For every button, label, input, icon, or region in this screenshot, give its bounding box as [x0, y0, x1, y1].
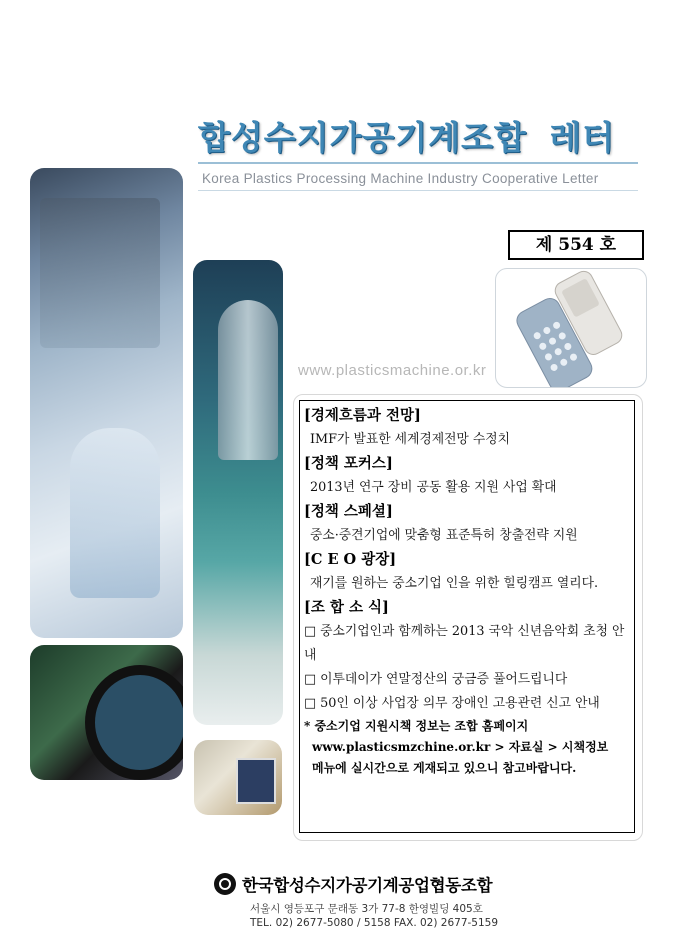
- toc-category: [경제흐름과 전망]: [304, 407, 421, 424]
- title-main: 합성수지가공기계조합: [198, 118, 527, 157]
- machine-photo-large: [30, 168, 183, 638]
- union-logo-icon: [214, 873, 236, 895]
- toc-item: □ 중소기업인과 함께하는 2013 국악 신년음악회 초청 안내: [304, 624, 625, 663]
- title-suffix: 레터: [549, 118, 616, 157]
- website-url: www.plasticsmachine.or.kr: [298, 362, 487, 379]
- toc-category: [C E O 광장]: [304, 551, 397, 568]
- issue-number: 제 554 호: [508, 230, 644, 260]
- notice-line: www.plasticsmzchine.or.kr > 자료실 > 시책정보: [312, 740, 609, 754]
- organization-address: 서울시 영등포구 문래동 3가 77-8 한영빌딩 405호: [250, 903, 483, 915]
- title-divider: [198, 162, 638, 164]
- organization-contact: TEL. 02) 2677-5080 / 5158 FAX. 02) 2677-5159: [250, 917, 499, 929]
- notice-line: * 중소기업 지원시책 정보는 조합 홈페이지: [304, 719, 529, 733]
- toc-item: 중소·중견기업에 맞춤형 표준특허 창출전략 지원: [310, 528, 578, 543]
- toc-item: 재기를 원하는 중소기업 인을 위한 힐링캠프 열리다.: [310, 576, 599, 591]
- toc-item: □ 50인 이상 사업장 의무 장애인 고용관련 신고 안내: [304, 696, 600, 711]
- machine-photo-tall: [193, 260, 283, 725]
- phone-case-icon: [496, 269, 646, 387]
- pipe-photo: [30, 645, 183, 780]
- table-of-contents: [299, 400, 635, 833]
- control-panel-photo: [194, 740, 282, 815]
- newsletter-title: [198, 112, 615, 159]
- toc-item: IMF가 발표한 세계경제전망 수정치: [310, 432, 510, 447]
- organization-name: 한국합성수지가공기계공업협동조합: [242, 876, 493, 895]
- toc-category: [정책 스페셜]: [304, 503, 393, 520]
- toc-item: 2013년 연구 장비 공동 활용 지원 사업 확대: [310, 480, 557, 495]
- toc-category: [정책 포커스]: [304, 455, 393, 472]
- toc-category: [조 합 소 식]: [304, 599, 389, 616]
- product-photo: [495, 268, 647, 388]
- notice-line: 메뉴에 실시간으로 게재되고 있으니 참고바랍니다.: [312, 761, 577, 775]
- subtitle-divider: [198, 190, 638, 191]
- newsletter-subtitle: Korea Plastics Processing Machine Industry Cooperative Letter: [202, 171, 599, 186]
- toc-item: □ 이투데이가 연말정산의 궁금증 풀어드립니다: [304, 672, 568, 687]
